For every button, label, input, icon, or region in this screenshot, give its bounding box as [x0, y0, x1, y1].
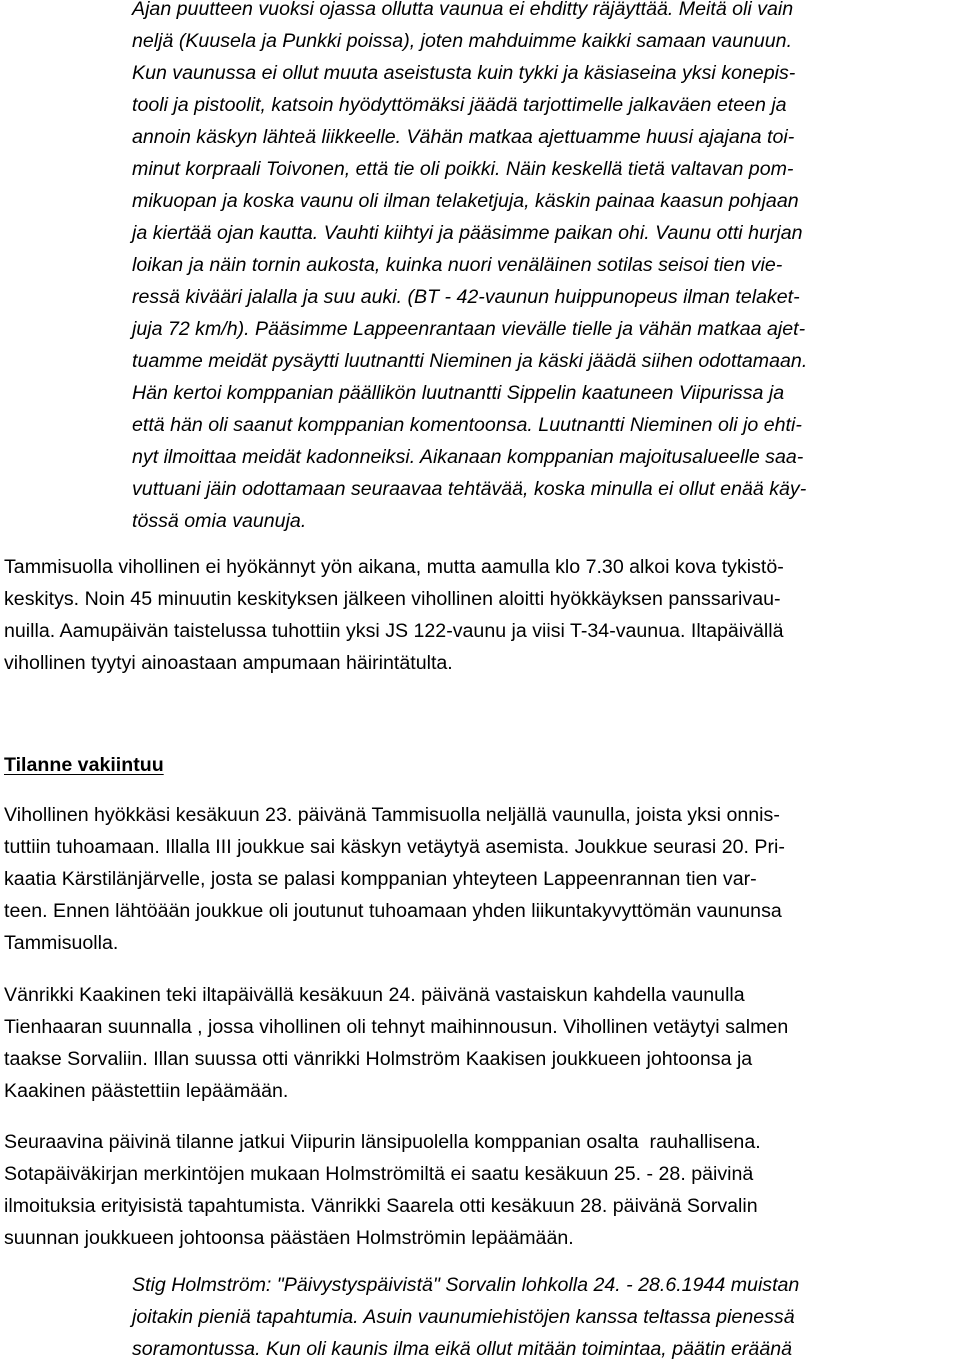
paragraph-tammisuo-attack: Tammisuolla vihollinen ei hyökännyt yön aikana, mutta aamulla klo 7.30 alkoi kova tykistö- keskitys. Noin 45 minuutin keskityksen jälkeen vihollinen aloitti hyökkäyksen panssarivau- nuilla. Aamupäivän taistelussa tuhottiin yksi JS 122-vaunu ja viisi T-34-vaunua. Iltapäivällä vihollinen tyytyi ainoastaan ampumaan häirintätulta. — [4, 556, 784, 674]
quote-block-holmstrom: Stig Holmström: "Päivystyspäivistä" Sorvalin lohkolla 24. - 28.6.1944 muistan joitakin pieniä tapahtumia. Asuin vaunumiehistöjen kanssa teltassa pienessä soramontussa. Kun oli kaunis ilma eikä ollut mitään toimintaa, päätin eräänä — [132, 1274, 800, 1360]
section-heading: Tilanne vakiintuu — [4, 754, 164, 776]
paragraph-following-days: Seuraavina päivinä tilanne jatkui Viipurin länsipuolella komppanian osalta rauhallisena. Sotapäiväkirjan merkintöjen mukaan Holmströmiltä ei saatu kesäkuun 25. - 28. päivinä ilmoituksia erityisistä tapahtumista. Vänrikki Saarela otti kesäkuun 28. päivänä Sorvalin suunnan joukkueen johtoonsa päästäen Holmströmin lepäämään. — [4, 1131, 761, 1249]
paragraph-june-24: Vänrikki Kaakinen teki iltapäivällä kesäkuun 24. päivänä vastaiskun kahdella vaunulla Tienhaaran suunnalla , jossa vihollinen oli tehnyt maihinnousun. Vihollinen vetäytyi salmen taakse Sorvaliin. Illan suussa otti vänrikki Holmström Kaakisen joukkueen johtoonsa ja Kaakinen päästettiin lepäämään. — [4, 984, 789, 1102]
quote-block-tank-escape: Ajan puutteen vuoksi ojassa ollutta vaunua ei ehditty räjäyttää. Meitä oli vain neljä (Kuusela ja Punkki poissa), joten mahduimme kaikki samaan vaunuun. Kun vaunussa ei ollut muuta aseistusta kuin tykki ja käsiaseina yksi konepis- tooli ja pistoolit, katsoin hyödyttömäksi jäädä tarjottimelle jalkaväen eteen ja annoin käskyn lähteä liikkeelle. Vähän matkaa ajettuamme huusi ajajana toi- minut korpraali Toivonen, että tie oli poikki. Näin keskellä tietä valtavan pom- mikuopan ja koska vaunu oli ilman telaketjuja, käskin painaa kaasun pohjaan ja kiertää ojan kautta. Vauhti kiihtyi ja pääsimme paikan ohi. Vaunu otti hurjan loikan ja näin tornin aukosta, kuinka nuori venäläinen sotilas seisoi tien vie- ressä kivääri jalalla ja suu auki. (BT - 42-vaunun huippunopeus ilman telaket- juja 72 km/h). Pääsimme Lappeenrantaan vievälle tielle ja vähän matkaa ajet- tuamme meidät pysäytti luutnantti Nieminen ja käski jäädä siihen odottamaan. Hän kertoi komppanian päällikön luutnantti Sippelin kaatuneen Viipurissa ja että hän oli saanut komppanian komentoonsa. Luutnantti Nieminen oli jo ehti- nyt ilmoittaa meidät kadonneiksi. Aikanaan komppanian majoitusalueelle saa- vuttuani jäin odottamaan seuraavaa tehtävää, koska minulla ei ollut enää käy- tössä omia vaunuja. — [132, 0, 808, 532]
paragraph-june-23: Vihollinen hyökkäsi kesäkuun 23. päivänä Tammisuolla neljällä vaunulla, joista yksi onnis- tuttiin tuhoamaan. Illalla III joukkue sai käskyn vetäytyä asemista. Joukkue seurasi 20. Pri- kaatia Kärstilänjärvelle, josta se palasi komppanian yhteyteen Lappeenrannan tien var- teen. Ennen lähtöään joukkue oli joutunut tuhoamaan yhden liikuntakyvyttömän vaununsa Tammisuolla. — [4, 804, 785, 954]
